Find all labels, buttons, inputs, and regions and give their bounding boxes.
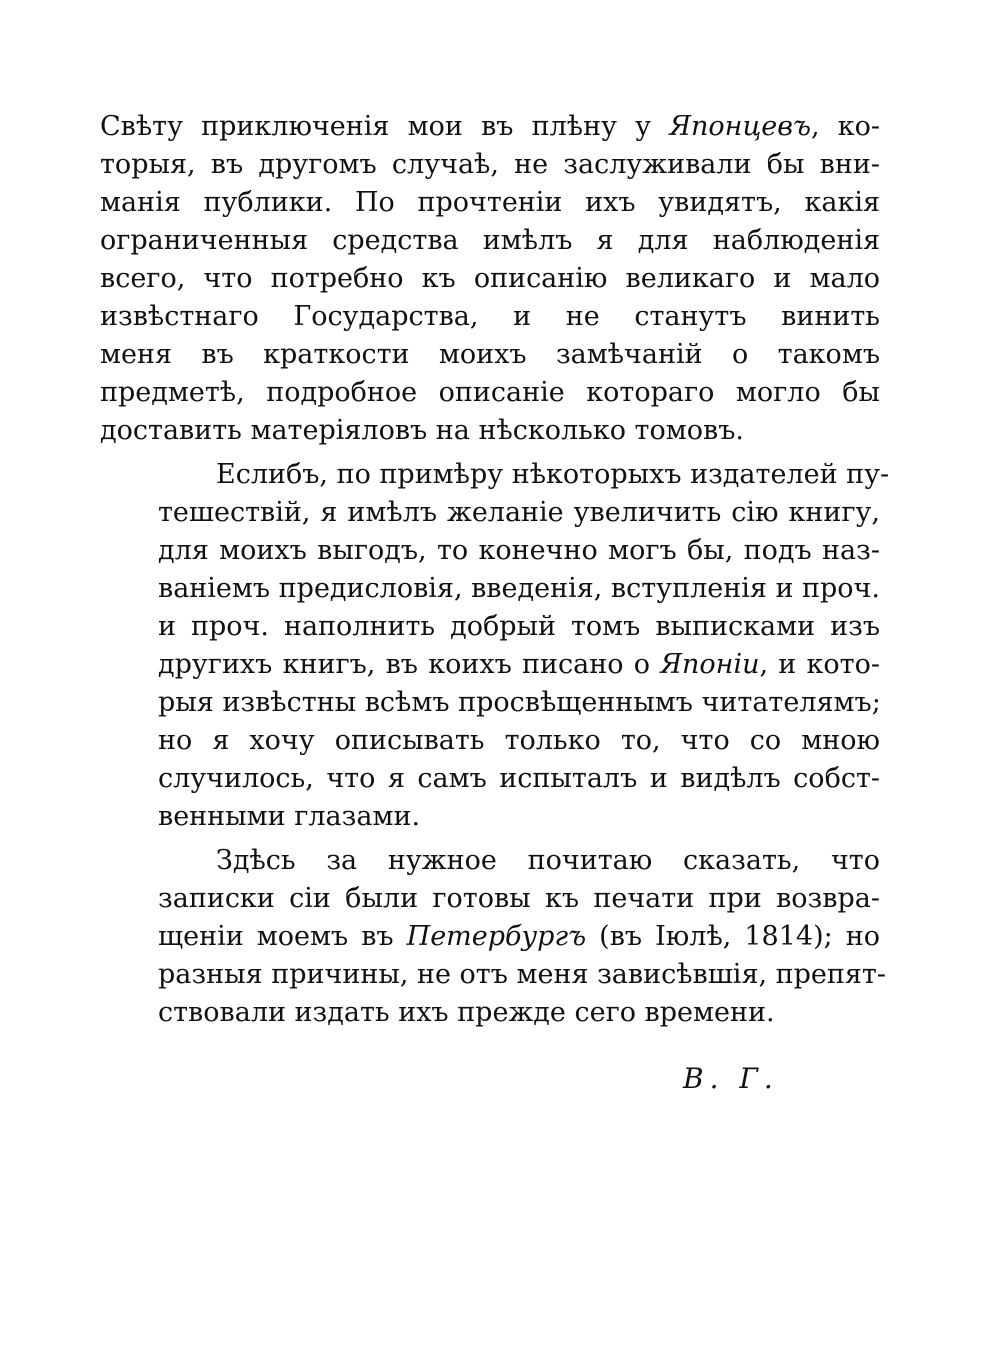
text-line: меня въ краткости моихъ замѣчаній о такомъ <box>100 339 880 370</box>
text-line: тешествій, я имѣлъ желаніе увеличить сію книгу, <box>158 497 880 528</box>
text-line: записки сіи были готовы къ печати при возвра- <box>158 883 880 914</box>
text-line: рыя извѣстны всѣмъ просвѣщеннымъ читателямъ; <box>158 687 881 718</box>
text-line: манія публики. По прочтеніи ихъ увидятъ, какія <box>100 187 880 218</box>
italic-proper-noun: Японіи <box>660 649 760 680</box>
text-line: разныя причины, не отъ меня зависѣвшія, препят- <box>158 959 886 990</box>
author-signature: В. Г. <box>683 1062 779 1095</box>
text-line: щеніи моемъ въ Петербургъ (въ Іюлѣ, 1814); но <box>158 921 881 952</box>
text-line: случилось, что я самъ испыталъ и видѣлъ собст- <box>158 763 880 794</box>
text-line: предметѣ, подробное описаніе котораго могло бы <box>100 377 880 408</box>
text-line: доставить матеріяловъ на нѣсколько томовъ. <box>100 415 744 446</box>
page-body <box>100 108 890 1032</box>
text-line: ограниченныя средства имѣлъ я для наблюденія <box>100 225 880 256</box>
text-line: для моихъ выгодъ, то конечно могъ бы, подъ наз- <box>158 535 880 566</box>
text-line: ваніемъ предисловія, введенія, вступленія и проч. <box>158 573 880 604</box>
text-line: ствовали издать ихъ прежде сего времени. <box>158 997 775 1028</box>
text-line: извѣстнаго Государства, и не станутъ винить <box>100 301 880 332</box>
paragraph-2 <box>100 456 890 836</box>
paragraph-3 <box>100 842 886 1032</box>
italic-proper-noun: Петербургъ <box>406 921 587 952</box>
paragraph-1 <box>100 108 880 450</box>
text-line: всего, что потребно къ описанію великаго и мало <box>100 263 880 294</box>
text-line: венными глазами. <box>158 801 421 832</box>
text-line: Здѣсь за нужное почитаю сказать, что <box>216 845 880 876</box>
text-line: Еслибъ, по примѣру нѣкоторыхъ издателей пу- <box>216 459 890 490</box>
text-line: но я хочу описывать только то, что со мною <box>158 725 880 756</box>
text-line: торыя, въ другомъ случаѣ, не заслуживали бы вни- <box>100 149 880 180</box>
text-line: другихъ книгъ, въ коихъ писано о Японіи, и кото- <box>158 649 880 680</box>
italic-proper-noun: Японцевъ <box>669 111 811 142</box>
text-line: Свѣту приключенія мои въ плѣну у Японцевъ, ко- <box>100 111 881 142</box>
text-line: и проч. наполнить добрый томъ выписками изъ <box>158 611 880 642</box>
